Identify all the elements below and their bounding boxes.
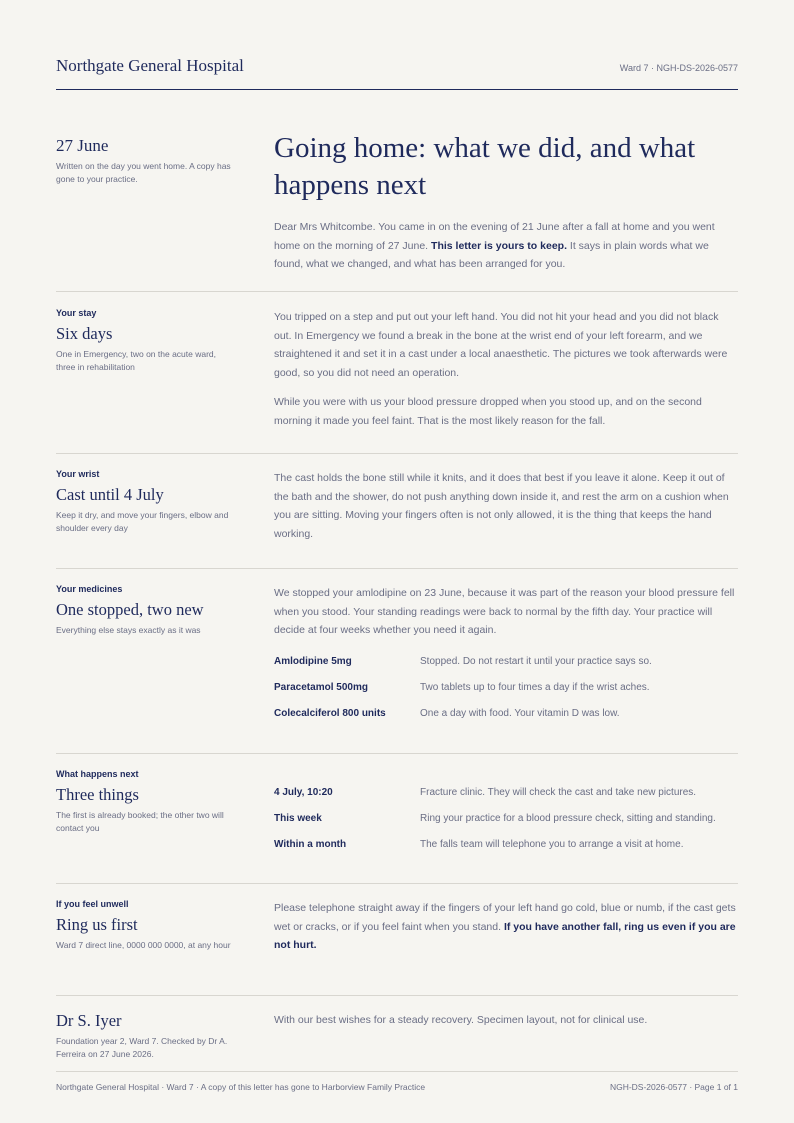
section-note: Everything else stays exactly as it was bbox=[56, 624, 201, 635]
next-section bbox=[56, 769, 738, 879]
hospital-name: Northgate General Hospital bbox=[56, 56, 244, 75]
section-kicker: What happens next bbox=[56, 769, 139, 779]
intro-text-start: Dear Mrs Whitcombe. You came in on the evening of 21 June after a fall at home and you went home on the morning of 27 June. bbox=[274, 221, 715, 252]
letter-header bbox=[56, 56, 738, 90]
intro-paragraph bbox=[274, 218, 738, 274]
next-step-when: Within a month bbox=[274, 839, 347, 850]
next-step-what: Fracture clinic. They will check the cast and take new pictures. bbox=[420, 787, 697, 798]
section-kicker: Your wrist bbox=[56, 469, 100, 479]
section-note: One in Emergency, two on the acute ward, three in rehabilitation bbox=[56, 348, 217, 372]
next-step-row bbox=[274, 787, 738, 813]
section-kicker: Your medicines bbox=[56, 584, 123, 594]
unwell-section bbox=[56, 899, 738, 989]
medicines-section bbox=[56, 584, 738, 744]
letter-footer bbox=[56, 1071, 738, 1092]
medicine-row bbox=[274, 708, 738, 734]
wrist-section bbox=[56, 469, 738, 564]
medicine-name: Amlodipine 5mg bbox=[274, 655, 352, 667]
section-note: The first is already booked; the other two will contact you bbox=[56, 809, 224, 833]
unwell-paragraph bbox=[274, 899, 738, 955]
section-kicker: Your stay bbox=[56, 308, 97, 318]
section-divider bbox=[56, 568, 738, 569]
section-headline: Cast until 4 July bbox=[56, 485, 164, 504]
wrist-paragraph: The cast holds the bone still while it knits, and it does that best if you leave it alone. Keep it out of the bath and the shower, do not push anything down inside it, and rest the arm on a cushion when you are sitting. Moving your fingers often is not only allowed, it is the thing that keeps the hand working. bbox=[274, 472, 729, 540]
intro-section bbox=[56, 130, 738, 280]
doctor-name: Dr S. Iyer bbox=[56, 1011, 122, 1030]
section-divider bbox=[56, 995, 738, 996]
medicine-detail: Stopped. Do not restart it until your practice says so. bbox=[420, 655, 652, 667]
section-headline: Six days bbox=[56, 324, 113, 343]
unwell-text: Please telephone straight away if the fingers of your left hand go cold, blue or numb, if the cast gets wet or cracks, or if you feel faint when you stand. bbox=[274, 902, 736, 933]
medicine-name: Paracetamol 500mg bbox=[274, 681, 368, 693]
section-kicker: If you feel unwell bbox=[56, 899, 129, 909]
page-title: Going home: what we did, and what happens next bbox=[274, 132, 696, 201]
medicine-detail: One a day with food. Your vitamin D was low. bbox=[420, 707, 620, 719]
section-divider bbox=[56, 883, 738, 884]
next-step-what: The falls team will telephone you to arrange a visit at home. bbox=[420, 839, 684, 850]
stay-section bbox=[56, 308, 738, 448]
letter-date-note: Written on the day you went home. A copy has gone to your practice. bbox=[56, 161, 231, 185]
next-step-when: 4 July, 10:20 bbox=[274, 787, 333, 798]
section-note: Keep it dry, and move your fingers, elbow and shoulder every day bbox=[56, 509, 229, 533]
next-step-when: This week bbox=[274, 813, 322, 824]
unwell-emphasis: If you have another fall, ring us even if you are not hurt. bbox=[274, 920, 736, 951]
section-headline: One stopped, two new bbox=[56, 600, 204, 619]
section-divider bbox=[56, 753, 738, 754]
next-step-what: Ring your practice for a blood pressure check, sitting and standing. bbox=[420, 813, 716, 824]
section-divider bbox=[56, 291, 738, 292]
header-reference: Ward 7 · NGH-DS-2026-0577 bbox=[619, 63, 738, 73]
medicine-row bbox=[274, 682, 738, 708]
medicines-paragraph: We stopped your amlodipine on 23 June, because it was part of the reason your blood pressure fell when you stood. Your standing readings were back to normal by the fifth day. Your practice will decide at four weeks whether you need it again. bbox=[274, 587, 735, 636]
doctor-note: Foundation year 2, Ward 7. Checked by Dr A. Ferreira on 27 June 2026. bbox=[56, 1035, 228, 1059]
section-headline: Three things bbox=[56, 785, 139, 804]
signoff-paragraph: With our best wishes for a steady recovery. Specimen layout, not for clinical use. bbox=[274, 1014, 648, 1026]
letter-date: 27 June bbox=[56, 136, 109, 155]
footer-left: Northgate General Hospital · Ward 7 · A copy of this letter has gone to Harborview Family Practice bbox=[56, 1082, 426, 1092]
medicine-name: Colecalciferol 800 units bbox=[274, 707, 386, 719]
medicine-detail: Two tablets up to four times a day if the wrist aches. bbox=[420, 681, 650, 693]
footer-right: NGH-DS-2026-0577 · Page 1 of 1 bbox=[609, 1082, 738, 1092]
next-step-row bbox=[274, 813, 738, 839]
stay-paragraph-1: You tripped on a step and put out your left hand. You did not hit your head and you did not black out. In Emergency we found a break in the bone at the wrist end of your left forearm, and we straightened it and set it in a cast under a local anaesthetic. The pictures we took afterwards were good, so you did not need an operation. bbox=[274, 311, 728, 379]
intro-text-end: It says in plain words what we found, what we changed, and what has been arranged for you. bbox=[274, 239, 709, 270]
signoff-section bbox=[56, 1011, 738, 1066]
stay-paragraph-2: While you were with us your blood pressure dropped when you stood up, and on the second morning it made you feel faint. That is the most likely reason for the fall. bbox=[274, 396, 702, 427]
next-step-row bbox=[274, 839, 738, 865]
medicine-row bbox=[274, 656, 738, 682]
section-divider bbox=[56, 453, 738, 454]
section-headline: Ring us first bbox=[56, 915, 138, 934]
section-note: Ward 7 direct line, 0000 000 0000, at any hour bbox=[56, 939, 231, 950]
intro-emphasis: This letter is yours to keep. bbox=[431, 239, 567, 252]
medicines-list bbox=[274, 656, 738, 734]
